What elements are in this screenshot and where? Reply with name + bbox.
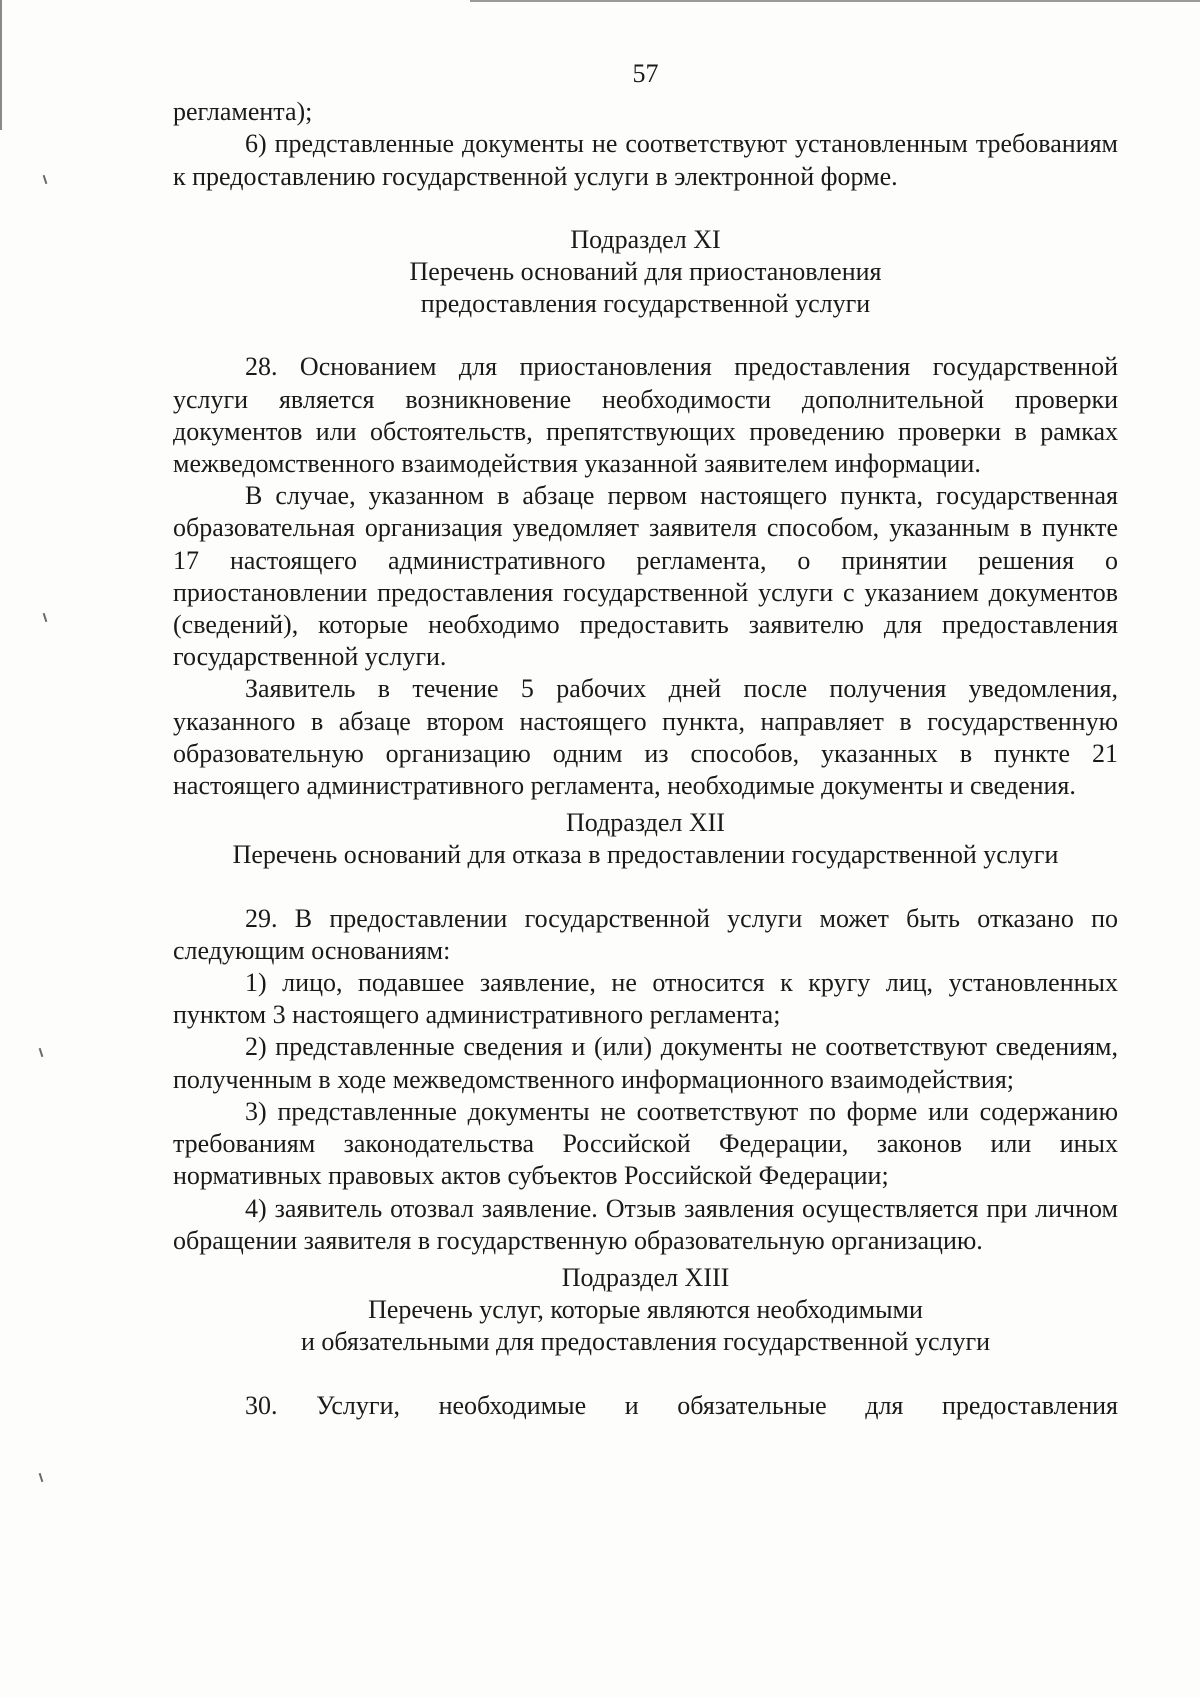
subsection-13-title-line-1: Перечень услуг, которые являются необходимыми [368, 1295, 923, 1325]
scan-speck [43, 175, 48, 184]
subsection-12-label: Подраздел XII [566, 808, 725, 838]
subsection-13-label: Подраздел XIII [561, 1262, 730, 1292]
list-item-29-3: 3) представленные документы не соответствуют по форме или содержанию требованиям законодательства Российской Федерации, законов или иных нормативных правовых актов субъектов Российской Федерации; [173, 1096, 1118, 1191]
scan-speck [39, 1473, 44, 1482]
subsection-12-title-line-1: Перечень оснований для отказа в предоставлении государственной услуги [232, 840, 1059, 870]
paragraph-30: 30. Услуги, необходимые и обязательные для предоставления [245, 1390, 1118, 1420]
paragraph-28-2: В случае, указанном в абзаце первом настоящего пункта, государственная образовательная организация уведомляет заявителя способом, указанным в пункте 17 настоящего административного регламента, о принятии решения о приостановлении предоставления государственной услуги с указанием документов (сведений), которые необходимо предоставить заявителю для предоставления государственной услуги. [173, 481, 1118, 672]
subsection-11-title-line-1: Перечень оснований для приостановления [409, 257, 882, 287]
list-item-29-1: 1) лицо, подавшее заявление, не относится к кругу лиц, установленных пунктом 3 настоящего административного регламента; [173, 968, 1118, 1030]
paragraph-29: 29. В предоставлении государственной услуги может быть отказано по следующим основаниям: [173, 903, 1118, 965]
paragraph-28-3: Заявитель в течение 5 рабочих дней после получения уведомления, указанного в абзаце втором настоящего пункта, направляет в государственную образовательную организацию одним из способов, указанных в пункте 21 настоящего административного регламента, необходимые документы и сведения. [173, 674, 1118, 801]
scan-edge-top [470, 0, 1200, 2]
list-item-29-4: 4) заявитель отозвал заявление. Отзыв заявления осуществляется при личном обращении заявителя в государственную образовательную организацию. [173, 1193, 1118, 1255]
list-item-29-2: 2) представленные сведения и (или) документы не соответствуют сведениям, полученным в ходе межведомственного информационного взаимодействия; [173, 1032, 1118, 1094]
paragraph-28-1: 28. Основанием для приостановления предоставления государственной услуги является возникновение необходимости дополнительной проверки документов или обстоятельств, препятствующих проведению проверки в рамках межведомственного взаимодействия указанной заявителем информации. [173, 352, 1118, 479]
document-body [173, 58, 1118, 1422]
subsection-11-title-line-2: предоставления государственной услуги [420, 289, 871, 319]
subsection-13-title-line-2: и обязательными для предоставления государственной услуги [300, 1327, 991, 1357]
scan-speck [43, 613, 48, 622]
list-item-6: 6) представленные документы не соответствуют установленным требованиям к предоставлению государственной услуги в электронной форме. [173, 129, 1118, 191]
continuation-text: регламента); [173, 97, 313, 127]
subsection-11-label: Подраздел XI [570, 224, 721, 254]
scan-edge-left [0, 0, 2, 130]
scan-speck [39, 1048, 44, 1057]
page-number: 57 [632, 59, 659, 88]
